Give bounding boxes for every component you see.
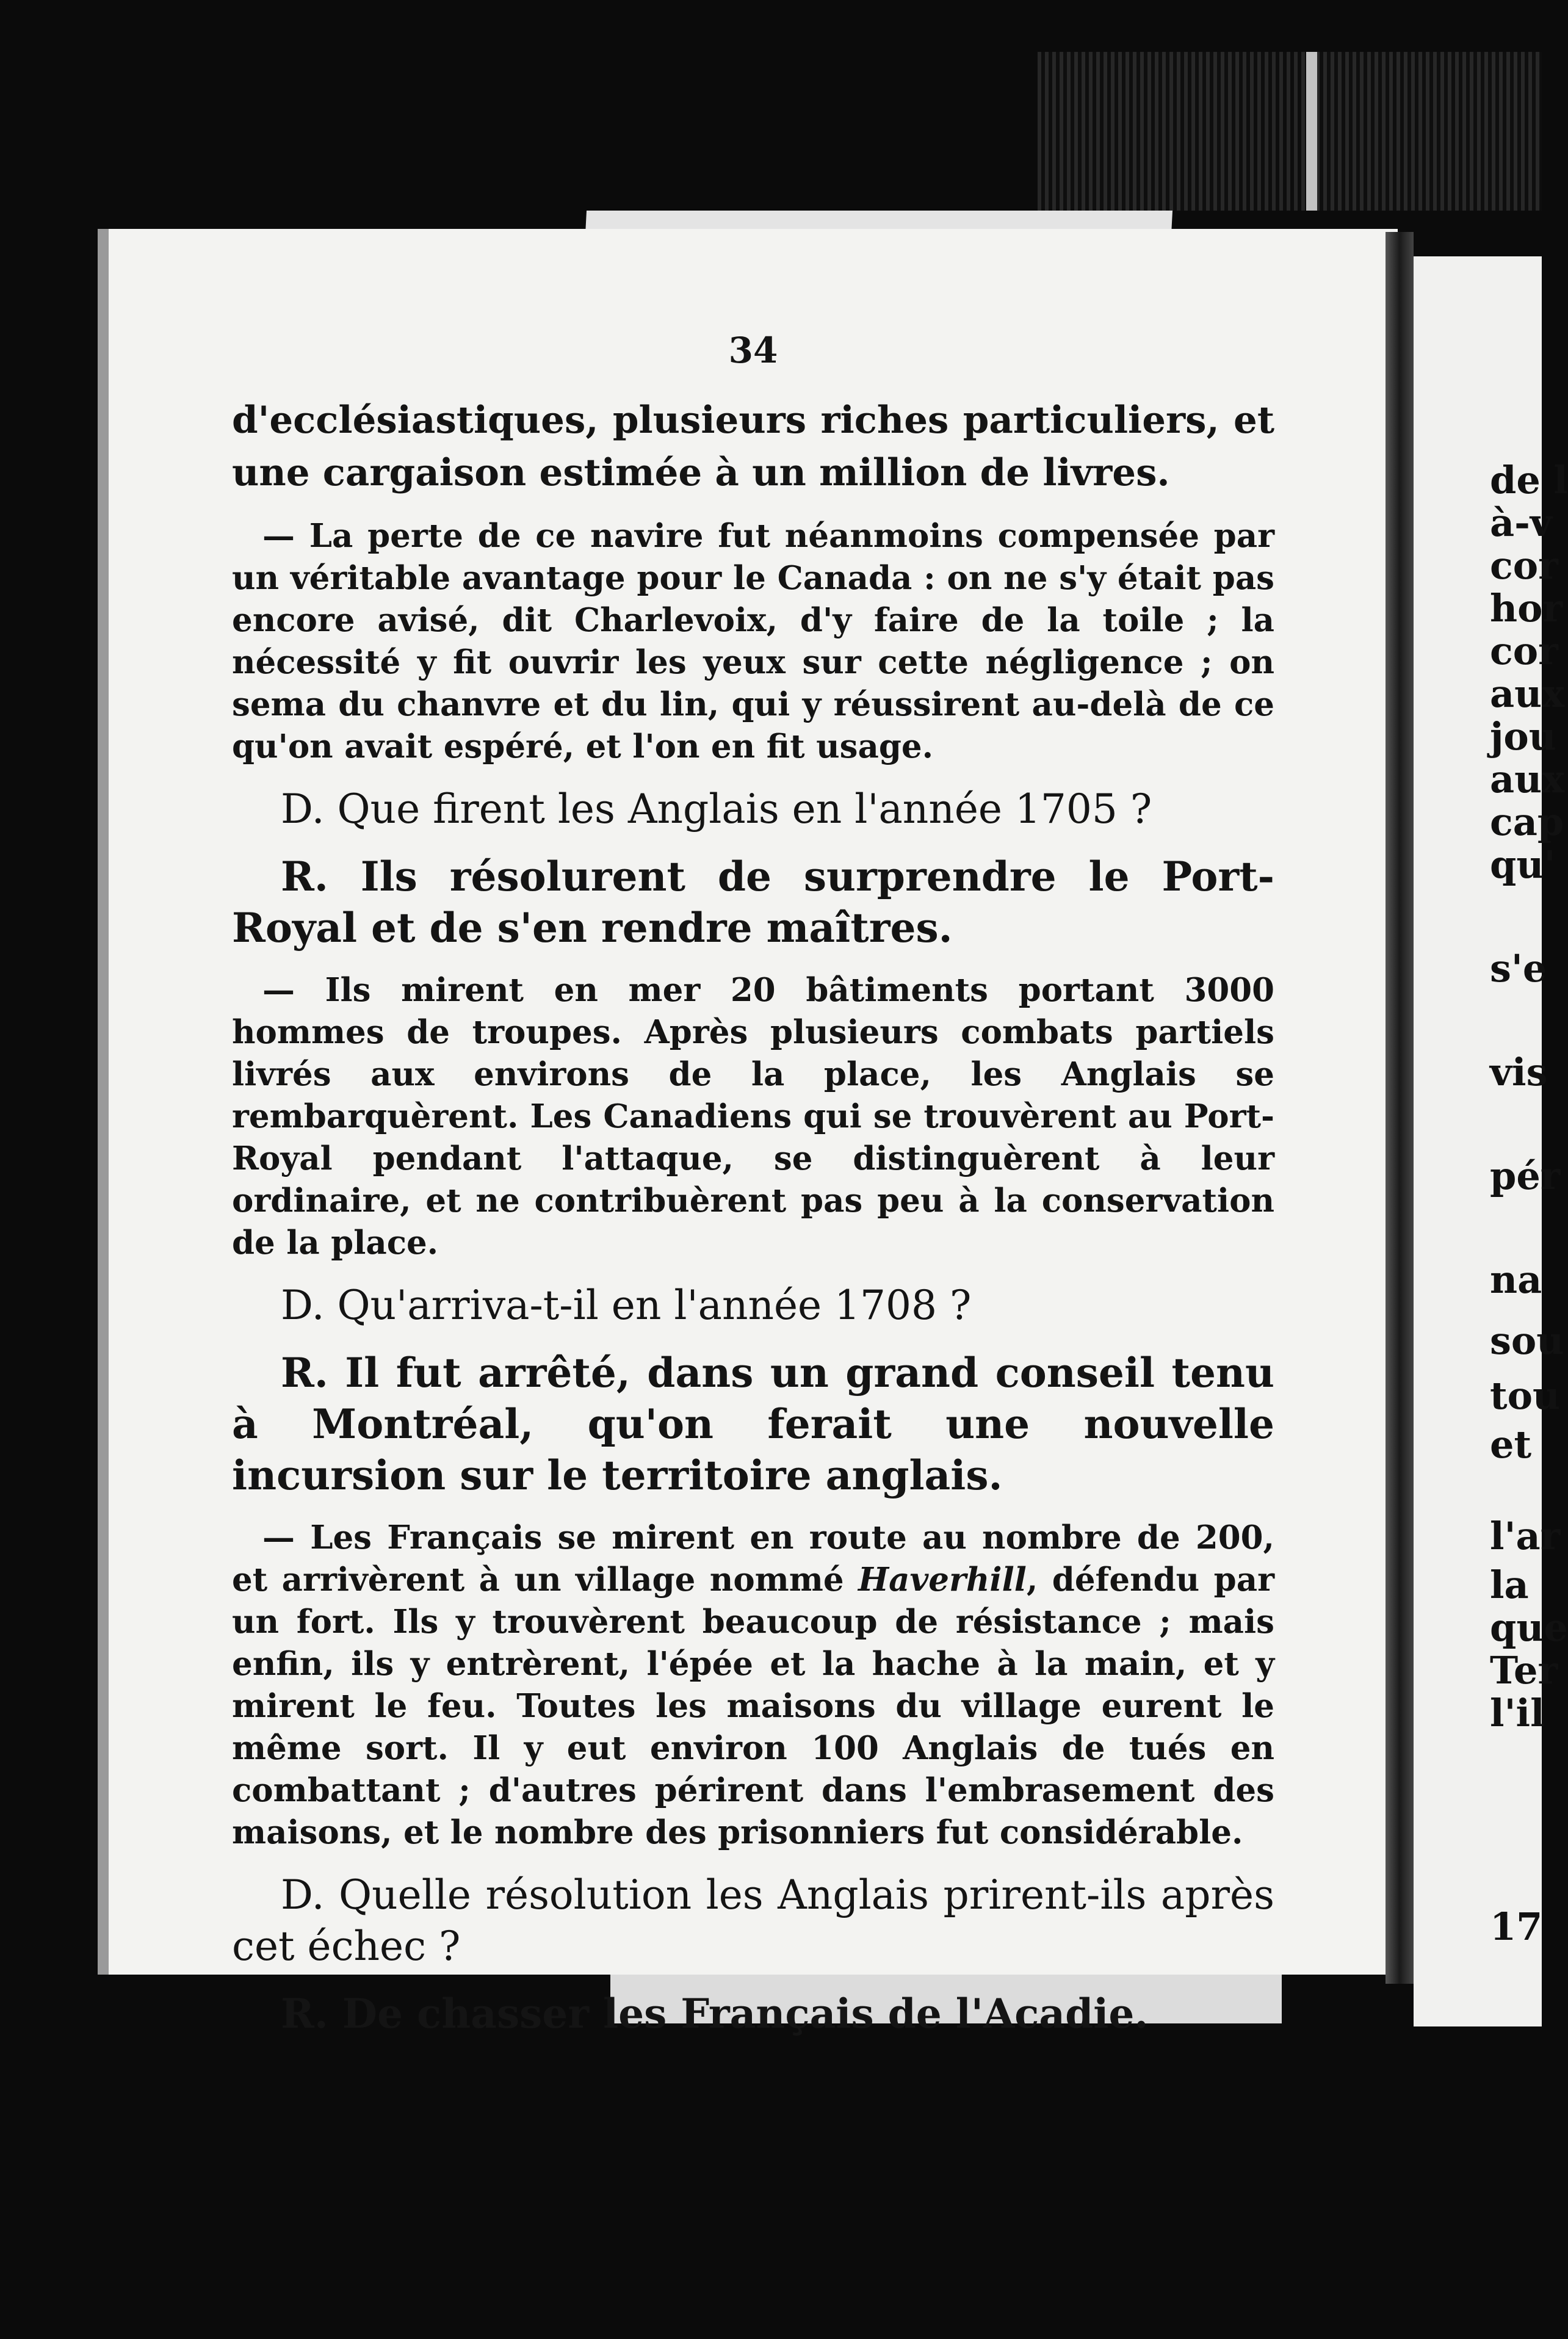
question: D. Que firent les Anglais en l'année 1705 ?	[281, 786, 1152, 833]
fragment-text: et	[1490, 1422, 1532, 1467]
paragraph-continuation: d'ecclésiastiques, plusieurs riches particuliers, et une cargaison estimée à un million de livres.	[232, 399, 1274, 494]
fragment-text: cap	[1490, 800, 1564, 844]
fragment-text: tou	[1490, 1373, 1561, 1418]
paragraph-note	[232, 1517, 1274, 1854]
fragment-text: pér	[1490, 1154, 1561, 1198]
fragment-text: de l	[1490, 458, 1568, 502]
fragment-text: 17	[1490, 1904, 1543, 1949]
question: D. Quelle résolution les Anglais prirent-ils après cet échec ?	[232, 1871, 1274, 1970]
note-text: — Les Français se mirent en route au nombre de 200, et arrivèrent à un village nommé	[232, 1519, 1274, 1599]
answer: R. De chasser les Français de l'Acadie.	[281, 1990, 1149, 2037]
fragment-text: s'e	[1490, 946, 1547, 991]
fragment-text: cor	[1490, 629, 1558, 673]
fragment-text: hor	[1490, 586, 1563, 631]
background-binding-texture	[1038, 52, 1542, 211]
right-page-fragment	[1414, 256, 1568, 2026]
fragment-text: jou	[1490, 714, 1556, 759]
answer: R. Ils résolurent de surprendre le Port-Royal et de s'en rendre maîtres.	[232, 853, 1274, 952]
fragment-text: vis	[1490, 1050, 1548, 1094]
fragment-text: à-v	[1490, 501, 1552, 545]
note-text: , défendu par un fort. Ils y trouvèrent beaucoup de résistance ; mais enfin, ils y entrèrent, l'épée et la hache à la main, et y mirent le feu. Toutes les maisons du village eurent le même sort. Il y eut environ 100 Anglais de tués en combattant ; d'autres périrent dans l'embrasement des maisons, et le nombre des prisonniers fut considérable.	[232, 1561, 1274, 1851]
fragment-text: l'ar	[1490, 1514, 1561, 1558]
fragment-text: l'il	[1490, 1691, 1545, 1735]
fragment-text: aux	[1490, 671, 1565, 716]
paragraph-note: — La perte de ce navire fut néanmoins compensée par un véritable avantage pour le Canada : on ne s'y était pas encore avisé, dit Charlevoix, d'y faire de la toile ; la nécessité y fit ouvrir les yeux sur cette négligence ; on sema du chanvre et du lin, qui y réussirent au-delà de ce qu'on avait espéré, et l'on en fit usage.	[232, 517, 1274, 765]
book-gutter	[1386, 232, 1414, 1984]
fragment-text: na	[1490, 1257, 1542, 1302]
fragment-text: que	[1490, 1605, 1568, 1650]
fragment-text: la	[1490, 1563, 1529, 1607]
fragment-text: sou	[1490, 1318, 1564, 1363]
fragment-text: cor	[1490, 543, 1558, 588]
fragment-text: Ter	[1490, 1648, 1558, 1693]
answer: R. Il fut arrêté, dans un grand conseil tenu à Montréal, qu'on ferait une nouvelle incursion sur le territoire anglais.	[232, 1349, 1274, 1499]
question: D. Qu'arriva-t-il en l'année 1708 ?	[281, 1282, 972, 1329]
page-text	[232, 330, 1274, 2055]
italic-place-name: Haverhill	[858, 1561, 1027, 1599]
fragment-text: qu'	[1490, 842, 1556, 887]
page-number: 34	[728, 330, 778, 371]
fragment-text: aux	[1490, 757, 1565, 801]
paragraph-note: — Ils mirent en mer 20 bâtiments portant 3000 hommes de troupes. Après plusieurs combats partiels livrés aux environs de la place, les Anglais se rembarquèrent. Les Canadiens qui se trouvèrent au Port-Royal pendant l'attaque, se distinguèrent à leur ordinaire, et ne contribuèrent pas peu à la conservation de la place.	[232, 971, 1274, 1262]
